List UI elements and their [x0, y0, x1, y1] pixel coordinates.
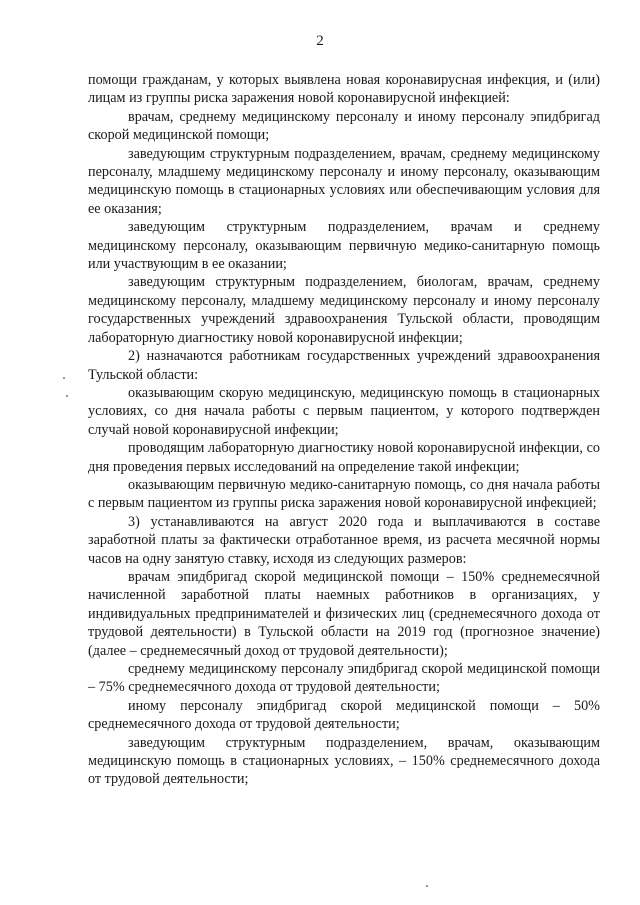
paragraph: 3) устанавливаются на август 2020 года и выплачиваются в составе заработной платы за фактически отработанное время, из расчета месячной нормы часов на одну занятую ставку, исходя из следующих размеров: — [88, 513, 600, 567]
paragraph: врачам, среднему медицинскому персоналу и иному персоналу эпидбригад скорой медицинской помощи; — [88, 108, 600, 144]
page-number: 2 — [316, 33, 324, 49]
paragraph: помощи гражданам, у которых выявлена новая коронавирусная инфекция, и (или) лицам из группы риска заражения новой коронавирусной инфекцией: — [88, 72, 600, 107]
scan-speck — [63, 377, 65, 379]
paragraph: заведующим структурным подразделением, врачам, оказывающим медицинскую помощь в стационарных условиях, – 150% среднемесячного дохода от трудовой деятельности; — [88, 734, 600, 788]
paragraph: 2) назначаются работникам государственных учреждений здравоохранения Тульской области: — [88, 348, 600, 383]
paragraph: оказывающим скорую медицинскую, медицинскую помощь в стационарных условиях, со дня начала работы с первым пациентом, у которого подтвержден случай новой коронавирусной инфекции; — [88, 384, 600, 438]
paragraph: проводящим лабораторную диагностику новой коронавирусной инфекции, со дня проведения первых исследований на определение такой инфекции; — [88, 440, 600, 475]
paragraph: заведующим структурным подразделением, врачам, среднему медицинскому персоналу, младшему медицинскому персоналу и иному персоналу, оказывающим медицинскую помощь в стационарных условиях или обеспечивающим условия для ее оказания; — [88, 145, 600, 217]
paragraph: оказывающим первичную медико-санитарную помощь, со дня начала работы с первым пациентом из группы риска заражения новой коронавирусной инфекцией; — [88, 476, 600, 512]
paragraph: врачам эпидбригад скорой медицинской помощи – 150% среднемесячной начисленной заработной платы наемных работников в организациях, у индивидуальных предпринимателей и физических лиц (среднемесячного дохода от трудовой деятельности) в Тульской области на 2019 год (прогнозное значение) (далее – среднемесячный доход от трудовой деятельности); — [88, 568, 600, 659]
scan-speck — [66, 395, 68, 397]
scan-speck — [426, 885, 428, 887]
paragraph: заведующим структурным подразделением, врачам и среднему медицинскому персоналу, оказывающим первичную медико-санитарную помощь или участвующим в ее оказании; — [88, 219, 600, 273]
paragraph: иному персоналу эпидбригад скорой медицинской помощи – 50% среднемесячного дохода от трудовой деятельности; — [88, 697, 600, 733]
paragraph: заведующим структурным подразделением, биологам, врачам, среднему медицинскому персоналу, младшему медицинскому персоналу и иному персоналу государственных учреждений здравоохранения Тульской области, проводящим лабораторную диагностику новой коронавирусной инфекции; — [88, 274, 600, 346]
paragraph: среднему медицинскому персоналу эпидбригад скорой медицинской помощи – 75% среднемесячного дохода от трудовой деятельности; — [88, 661, 600, 696]
document-body — [88, 71, 600, 789]
